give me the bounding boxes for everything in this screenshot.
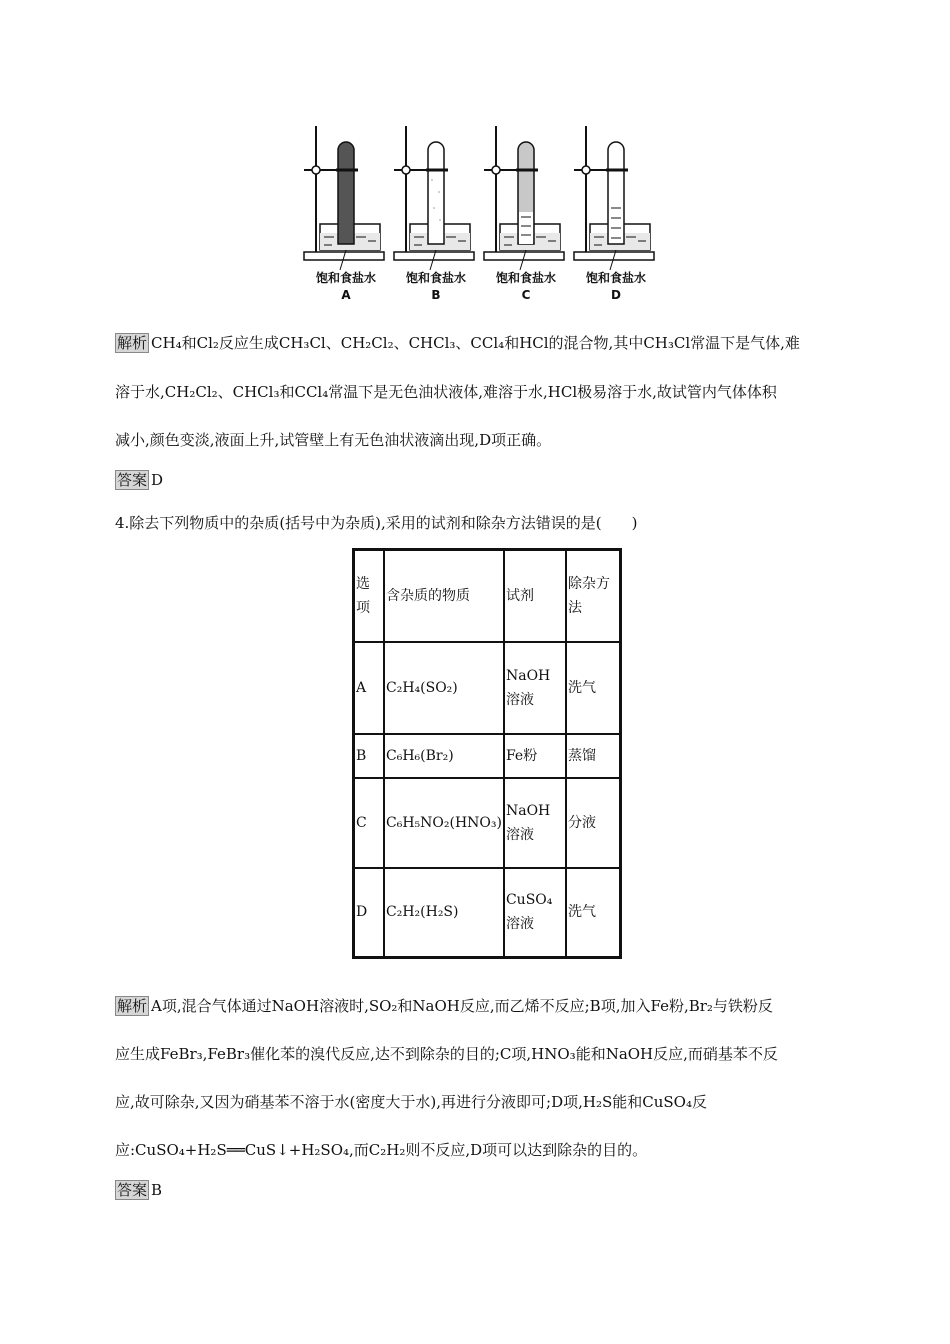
answer2 bbox=[115, 1180, 162, 1200]
header-cell: 选项 bbox=[354, 550, 385, 642]
answer2-value: B bbox=[151, 1181, 163, 1199]
analysis1-tag: 解析 bbox=[117, 334, 148, 352]
table-cell: 洗气 bbox=[566, 868, 621, 958]
apparatus-c bbox=[484, 126, 564, 260]
analysis1-line2: 溶于水,CH₂Cl₂、CHCl₃和CCl₄常温下是无色油状液体,难溶于水,HCl极易溶于水,故试管内气体体积 bbox=[115, 383, 777, 401]
table-cell: A bbox=[354, 642, 385, 734]
apparatus-b bbox=[394, 126, 474, 260]
question4: 4.除去下列物质中的杂质(括号中为杂质),采用的试剂和除杂方法错误的是( ) bbox=[115, 514, 638, 532]
answer2-tag: 答案 bbox=[117, 1181, 148, 1199]
table-cell: B bbox=[354, 734, 385, 778]
table-cell: C₂H₂(H₂S) bbox=[384, 868, 504, 958]
table-row bbox=[354, 778, 621, 868]
answer1-tag: 答案 bbox=[117, 471, 148, 489]
table-cell: C₂H₄(SO₂) bbox=[384, 642, 504, 734]
analysis1-line1 bbox=[115, 332, 800, 353]
table-cell: CuSO₄溶液 bbox=[504, 868, 566, 958]
water-label-c: 饱和食盐水 bbox=[495, 271, 557, 285]
water-label-b: 饱和食盐水 bbox=[405, 271, 467, 285]
header-cell: 试剂 bbox=[504, 550, 566, 642]
table-row bbox=[354, 868, 621, 958]
table-cell: 蒸馏 bbox=[566, 734, 621, 778]
answer1-value: D bbox=[151, 471, 164, 489]
apparatus-a bbox=[304, 126, 384, 260]
header-cell: 除杂方法 bbox=[566, 550, 621, 642]
table-row bbox=[354, 642, 621, 734]
water-label-d: 饱和食盐水 bbox=[585, 271, 647, 285]
table-header-row bbox=[354, 550, 621, 642]
analysis2-tag: 解析 bbox=[117, 997, 148, 1015]
analysis1-line3: 减小,颜色变淡,液面上升,试管壁上有无色油状液滴出现,D项正确。 bbox=[115, 431, 552, 449]
table-cell: 洗气 bbox=[566, 642, 621, 734]
letter-c: C bbox=[521, 288, 531, 302]
table-cell: C bbox=[354, 778, 385, 868]
analysis2-text1: A项,混合气体通过NaOH溶液时,SO₂和NaOH反应,而乙烯不反应;B项,加入Fe粉,Br₂与铁粉反 bbox=[151, 997, 773, 1015]
analysis2-line2: 应生成FeBr₃,FeBr₃催化苯的溴代反应,达不到除杂的目的;C项,HNO₃能和NaOH反应,而硝基苯不反 bbox=[115, 1045, 778, 1063]
letter-d: D bbox=[611, 288, 621, 302]
table-cell: NaOH溶液 bbox=[504, 778, 566, 868]
table-cell: NaOH溶液 bbox=[504, 642, 566, 734]
table-cell: Fe粉 bbox=[504, 734, 566, 778]
purification-table bbox=[352, 548, 622, 959]
table-row bbox=[354, 734, 621, 778]
analysis1-text1: CH₄和Cl₂反应生成CH₃Cl、CH₂Cl₂、CHCl₃、CCl₄和HCl的混合物,其中CH₃Cl常温下是气体,难 bbox=[151, 334, 800, 352]
analysis2-line4: 应:CuSO₄+H₂S══CuS↓+H₂SO₄,而C₂H₂则不反应,D项可以达到除杂的目的。 bbox=[115, 1141, 648, 1159]
table-cell: C₆H₅NO₂(HNO₃) bbox=[384, 778, 504, 868]
letter-b: B bbox=[431, 288, 441, 302]
apparatus-figure bbox=[300, 120, 660, 305]
table-cell: D bbox=[354, 868, 385, 958]
letter-a: A bbox=[341, 288, 351, 302]
table-cell: C₆H₆(Br₂) bbox=[384, 734, 504, 778]
table-cell: 分液 bbox=[566, 778, 621, 868]
answer1 bbox=[115, 470, 163, 490]
header-cell: 含杂质的物质 bbox=[384, 550, 504, 642]
analysis2-line1 bbox=[115, 995, 773, 1016]
apparatus-d bbox=[574, 126, 654, 260]
water-label-a: 饱和食盐水 bbox=[315, 271, 377, 285]
analysis2-line3: 应,故可除杂,又因为硝基苯不溶于水(密度大于水),再进行分液即可;D项,H₂S能和CuSO₄反 bbox=[115, 1093, 707, 1111]
